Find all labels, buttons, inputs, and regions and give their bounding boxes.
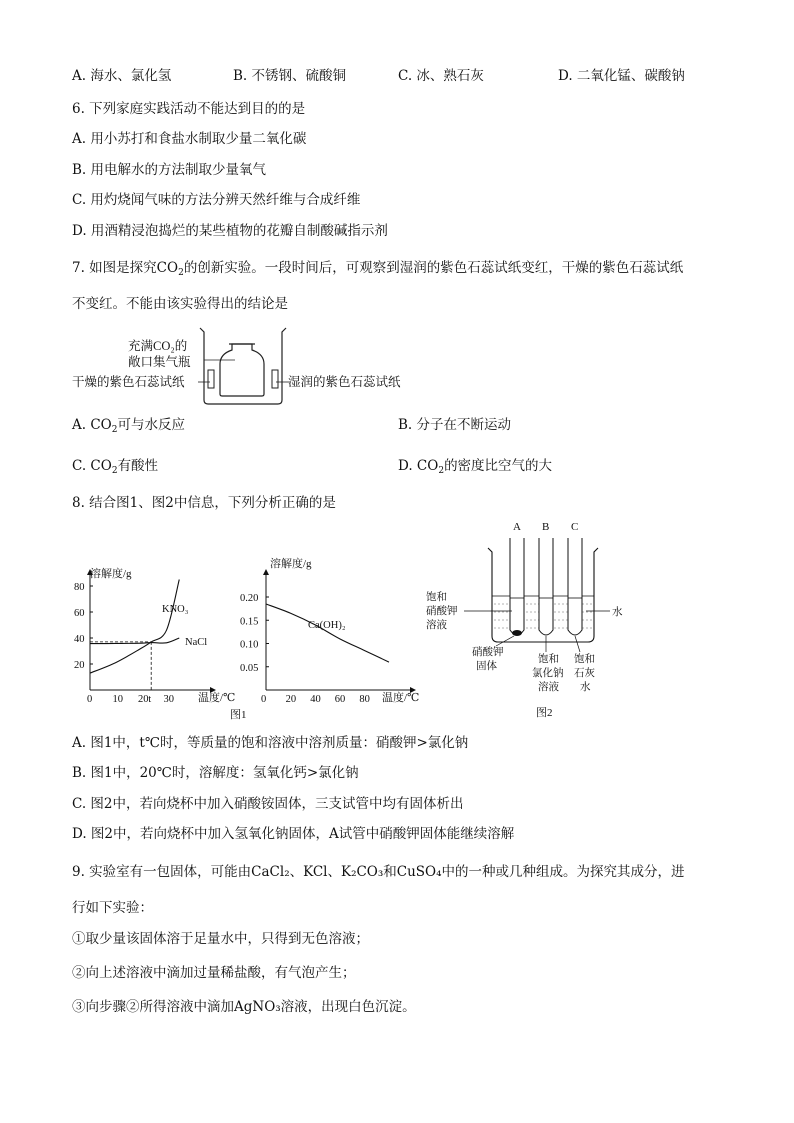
label-nacl-sol-3: 溶液 bbox=[538, 682, 559, 693]
fig1-right-ylabel: 溶解度/g bbox=[270, 558, 312, 570]
xtick-label: 40 bbox=[310, 694, 321, 705]
q7-option-a: A. $CO_2$可与水反应 bbox=[72, 417, 185, 435]
label-nacl-sol-1: 饱和 bbox=[538, 654, 559, 665]
fig1-left-xlabel: 温度/℃ bbox=[198, 692, 236, 704]
xtick-label: 20 bbox=[285, 694, 297, 705]
series-line-KNO₃ bbox=[90, 580, 179, 674]
tube-c bbox=[568, 538, 582, 635]
wet-litmus-paper bbox=[272, 370, 278, 388]
q7-stem: 7. 如图是探究$CO_2$的创新实验。一段时间后，可观察到湿润的紫色石蕊试纸变红，干燥的紫色石蕊试纸 bbox=[72, 260, 684, 278]
label-water: 水 bbox=[612, 607, 623, 618]
tube-label-a: A bbox=[513, 521, 521, 533]
ytick-label: 0.10 bbox=[240, 639, 259, 651]
label-caoh2: Ca(OH)₂ bbox=[308, 620, 346, 631]
q6-option-b: B. 用电解水的方法制取少量氧气 bbox=[72, 162, 267, 178]
q6-option-d: D. 用酒精浸泡捣烂的某些植物的花瓣自制酸碱指示剂 bbox=[72, 223, 388, 239]
q8-option-c: C. 图2中，若向烧杯中加入硝酸铵固体，三支试管中均有固体析出 bbox=[72, 796, 464, 812]
q8-option-d: D. 图2中，若向烧杯中加入氢氧化钠固体，A试管中硝酸钾固体能继续溶解 bbox=[72, 826, 515, 842]
label-bottle-2: 敞口集气瓶 bbox=[128, 355, 191, 369]
fig1-right-xticks bbox=[261, 694, 370, 705]
xtick-label: 30 bbox=[163, 694, 174, 705]
tube-b bbox=[539, 538, 553, 635]
label-dry-paper: 干燥的紫色石蕊试纸 bbox=[72, 375, 185, 389]
label-lime-1: 饱和 bbox=[574, 654, 595, 665]
series-line-caoh2 bbox=[266, 604, 389, 662]
q7-option-d: D. $CO_2$的密度比空气的大 bbox=[398, 458, 553, 476]
label-kno3-solid-1: 硝酸钾 bbox=[472, 647, 504, 658]
q5-option-d: D. 二氧化锰、碳酸钠 bbox=[558, 68, 685, 84]
q7-figure bbox=[70, 322, 430, 408]
q9-step-2: ②向上述溶液中滴加过量稀盐酸，有气泡产生； bbox=[72, 965, 356, 981]
q5-option-a: A. 海水、氯化氢 bbox=[72, 68, 172, 84]
xtick-label: 10 bbox=[112, 694, 123, 705]
q8-stem: 8. 结合图1、图2中信息，下列分析正确的是 bbox=[72, 495, 336, 511]
q5-option-c: C. 冰、熟石灰 bbox=[398, 68, 484, 84]
series-line-NaCl bbox=[90, 638, 179, 644]
fig2-caption: 图2 bbox=[536, 707, 553, 719]
fig1-right-xlabel: 温度/℃ bbox=[382, 692, 420, 704]
q8-option-a: A. 图1中，t℃时，等质量的饱和溶液中溶剂质量：硝酸钾>氯化钠 bbox=[72, 735, 469, 751]
q8-option-b: B. 图1中，20℃时，溶解度：氢氧化钙>氯化钠 bbox=[72, 765, 359, 781]
label-kno3: KNO₃ bbox=[162, 604, 189, 615]
ytick-label: 60 bbox=[74, 608, 85, 619]
tube-label-c: C bbox=[571, 521, 579, 533]
label-nacl-sol-2: 氯化钠 bbox=[532, 668, 564, 679]
q6-option-a: A. 用小苏打和食盐水制取少量二氧化碳 bbox=[72, 131, 307, 147]
ytick-label: 80 bbox=[74, 582, 85, 593]
label-kno3-sol-1: 饱和 bbox=[426, 592, 447, 603]
q9-step-1: ①取少量该固体溶于足量水中，只得到无色溶液； bbox=[72, 931, 369, 947]
xtick-label: 20 bbox=[138, 694, 149, 705]
q9-stem-line2: 行如下实验： bbox=[72, 900, 153, 916]
label-bottle-1: 充满CO₂的 bbox=[128, 339, 188, 353]
ytick-label: 0.15 bbox=[240, 616, 259, 628]
ytick-label: 0.05 bbox=[240, 662, 259, 674]
label-nacl: NaCl bbox=[185, 637, 208, 648]
figure-2 bbox=[420, 518, 650, 723]
q7-stem-line2: 不变红。不能由该实验得出的结论是 bbox=[72, 296, 288, 312]
q9-stem: 9. 实验室有一包固体，可能由CaCl₂、KCl、K₂CO₃和CuSO₄中的一种或几种组成。为探究其成分，进 bbox=[72, 864, 685, 880]
xtick-label: 60 bbox=[334, 694, 346, 705]
label-kno3-sol-2: 硝酸钾 bbox=[426, 606, 458, 617]
figure-1 bbox=[70, 550, 430, 725]
beaker bbox=[200, 328, 286, 404]
label-wet-paper: 湿润的紫色石蕊试纸 bbox=[288, 375, 401, 389]
xtick-label: 80 bbox=[359, 694, 370, 705]
q6-stem: 6. 下列家庭实践活动不能达到目的的是 bbox=[72, 101, 306, 117]
ytick-label: 20 bbox=[74, 660, 85, 671]
tube-a bbox=[510, 538, 524, 635]
label-kno3-sol-3: 溶液 bbox=[426, 620, 447, 631]
ytick-label: 40 bbox=[74, 634, 85, 645]
fig1-right-yticks bbox=[240, 593, 269, 674]
tube-label-b: B bbox=[542, 521, 550, 533]
label-lime-3: 水 bbox=[580, 682, 591, 693]
q7-option-c: C. $CO_2$有酸性 bbox=[72, 458, 159, 476]
dry-litmus-paper bbox=[208, 370, 214, 388]
fig1-left-ylabel: 溶解度/g bbox=[90, 568, 132, 580]
gas-jar bbox=[220, 344, 264, 396]
xtick-label: 0 bbox=[87, 694, 93, 705]
q5-option-b: B. 不锈钢、硫酸铜 bbox=[233, 68, 347, 84]
q6-option-c: C. 用灼烧闻气味的方法分辨天然纤维与合成纤维 bbox=[72, 192, 361, 208]
label-kno3-solid-2: 固体 bbox=[476, 661, 497, 672]
xtick-label: 0 bbox=[261, 694, 267, 705]
fig1-caption: 图1 bbox=[230, 709, 247, 721]
q9-step-3: ③向步骤②所得溶液中滴加AgNO₃溶液，出现白色沉淀。 bbox=[72, 999, 416, 1015]
label-lime-2: 石灰 bbox=[574, 668, 595, 679]
fig1-right-series bbox=[266, 604, 389, 662]
fig1-left-series bbox=[90, 580, 179, 691]
xtick-label: t bbox=[148, 694, 152, 705]
kno3-solid bbox=[512, 630, 522, 636]
fig1-left-xticks bbox=[87, 694, 174, 705]
q7-option-b: B. 分子在不断运动 bbox=[398, 417, 512, 433]
ytick-label: 0.20 bbox=[240, 593, 259, 604]
